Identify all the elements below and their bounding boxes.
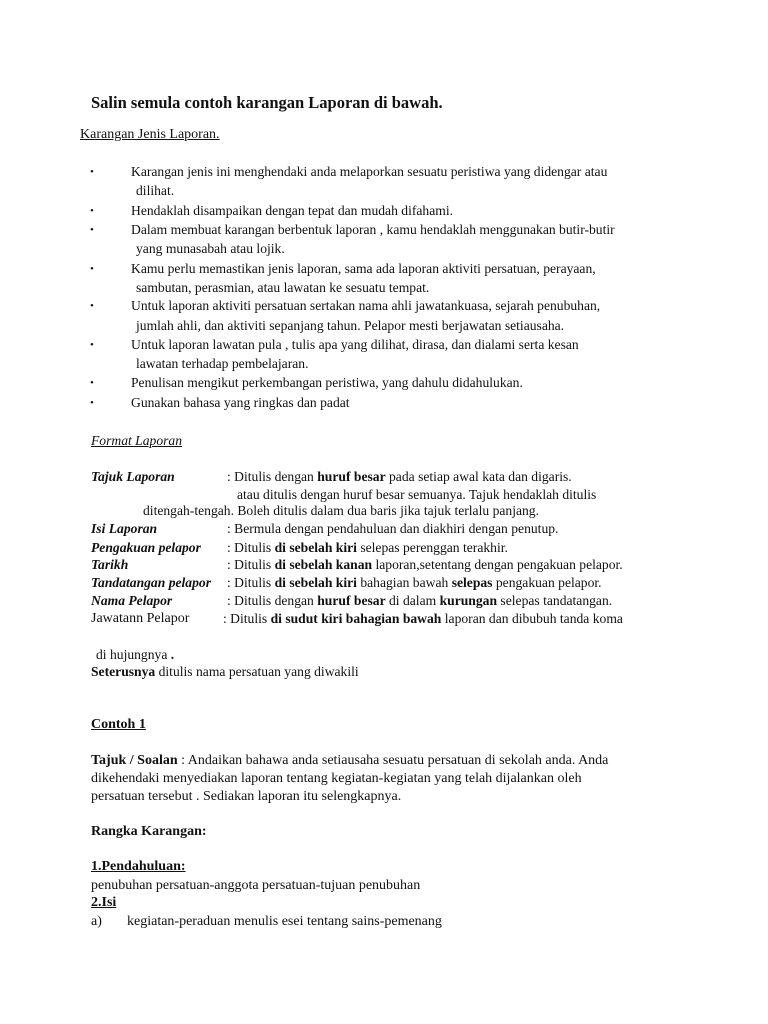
bullet-icon: •	[90, 205, 94, 217]
format-label-tarikh: Tarikh	[91, 557, 129, 572]
tajuk-soalan-cont: persatuan tersebut . Sediakan laporan itu selengkapnya.	[91, 789, 402, 804]
format-desc-seterusnya: Seterusnya ditulis nama persatuan yang diwakili	[91, 664, 359, 679]
format-desc-jawatan-cont: di hujungnya .	[96, 647, 175, 662]
list-item-continuation: lawatan terhadap pembelajaran.	[136, 356, 309, 371]
bullet-icon: •	[90, 224, 94, 236]
format-desc-nama: : Ditulis dengan huruf besar di dalam kurungan selepas tandatangan.	[227, 593, 613, 608]
format-label-pengakuan: Pengakuan pelapor	[91, 540, 201, 555]
bullet-icon: •	[90, 300, 94, 312]
format-desc-isi: : Bermula dengan pendahuluan dan diakhiri dengan penutup.	[227, 521, 559, 536]
format-label-isi: Isi Laporan	[91, 521, 158, 536]
bullet-icon: •	[90, 377, 94, 389]
list-item: Untuk laporan aktiviti persatuan sertakan nama ahli jawatankuasa, sejarah penubuhan,	[131, 298, 601, 313]
page-title: Salin semula contoh karangan Laporan di bawah.	[91, 93, 443, 112]
list-item: Gunakan bahasa yang ringkas dan padat	[131, 395, 350, 410]
format-desc-jawatan: : Ditulis di sudut kiri bahagian bawah laporan dan dibubuh tanda koma	[223, 611, 623, 626]
format-label-tandatangan: Tandatangan pelapor	[91, 575, 211, 590]
list-item-continuation: jumlah ahli, dan aktiviti sepanjang tahun. Pelapor mesti berjawatan setiausaha.	[136, 318, 565, 333]
list-item: Dalam membuat karangan berbentuk laporan , kamu hendaklah menggunakan butir-butir	[131, 222, 615, 237]
format-label-tajuk: Tajuk Laporan	[91, 469, 175, 484]
contoh-heading: Contoh 1	[91, 717, 146, 732]
format-label-jawatan: Jawatann Pelapor	[91, 611, 190, 626]
section-heading-format: Format Laporan	[91, 433, 183, 448]
section-heading-karangan: Karangan Jenis Laporan.	[80, 127, 220, 142]
isi-item-text: kegiatan-peraduan menulis esei tentang sains-pemenang	[127, 914, 442, 929]
pendahuluan-text: penubuhan persatuan-anggota persatuan-tujuan penubuhan	[91, 878, 421, 893]
format-label-nama: Nama Pelapor	[91, 593, 173, 608]
format-desc-tajuk: : Ditulis dengan huruf besar pada setiap awal kata dan digaris.	[227, 469, 572, 484]
list-item: Hendaklah disampaikan dengan tepat dan mudah difahami.	[131, 203, 453, 218]
bullet-icon: •	[90, 339, 94, 351]
rangka-heading: Rangka Karangan:	[91, 824, 207, 839]
bullet-icon: •	[90, 263, 94, 275]
pendahuluan-heading: 1.Pendahuluan:	[91, 859, 186, 874]
tajuk-soalan-cont: dikehendaki menyediakan laporan tentang kegiatan-kegiatan yang telah dijalankan oleh	[91, 771, 582, 786]
format-desc-tajuk-cont: atau ditulis dengan huruf besar semuanya. Tajuk hendaklah ditulis	[237, 487, 597, 502]
format-desc-tandatangan: : Ditulis di sebelah kiri bahagian bawah selepas pengakuan pelapor.	[227, 575, 602, 590]
format-desc-tarikh: : Ditulis di sebelah kanan laporan,setentang dengan pengakuan pelapor.	[227, 557, 623, 572]
isi-item-label: a)	[91, 914, 102, 929]
bullet-icon: •	[90, 397, 94, 409]
list-item: Penulisan mengikut perkembangan peristiwa, yang dahulu didahulukan.	[131, 375, 523, 390]
bullet-icon: •	[90, 166, 94, 178]
list-item-continuation: dilihat.	[136, 183, 175, 198]
format-desc-pengakuan: : Ditulis di sebelah kiri selepas perenggan terakhir.	[227, 540, 508, 555]
format-desc-tajuk-cont: ditengah-tengah. Boleh ditulis dalam dua baris jika tajuk terlalu panjang.	[143, 503, 539, 518]
isi-heading: 2.Isi	[91, 895, 117, 910]
list-item: Karangan jenis ini menghendaki anda melaporkan sesuatu peristiwa yang didengar atau	[131, 164, 608, 179]
list-item: Untuk laporan lawatan pula , tulis apa yang dilihat, dirasa, dan dialami serta kesan	[131, 337, 579, 352]
list-item-continuation: yang munasabah atau lojik.	[136, 241, 285, 256]
list-item: Kamu perlu memastikan jenis laporan, sama ada laporan aktiviti persatuan, perayaan,	[131, 261, 596, 276]
tajuk-soalan: Tajuk / Soalan : Andaikan bahawa anda setiausaha sesuatu persatuan di sekolah anda. Anda	[91, 753, 609, 768]
list-item-continuation: sambutan, perasmian, atau lawatan ke sesuatu tempat.	[136, 280, 430, 295]
